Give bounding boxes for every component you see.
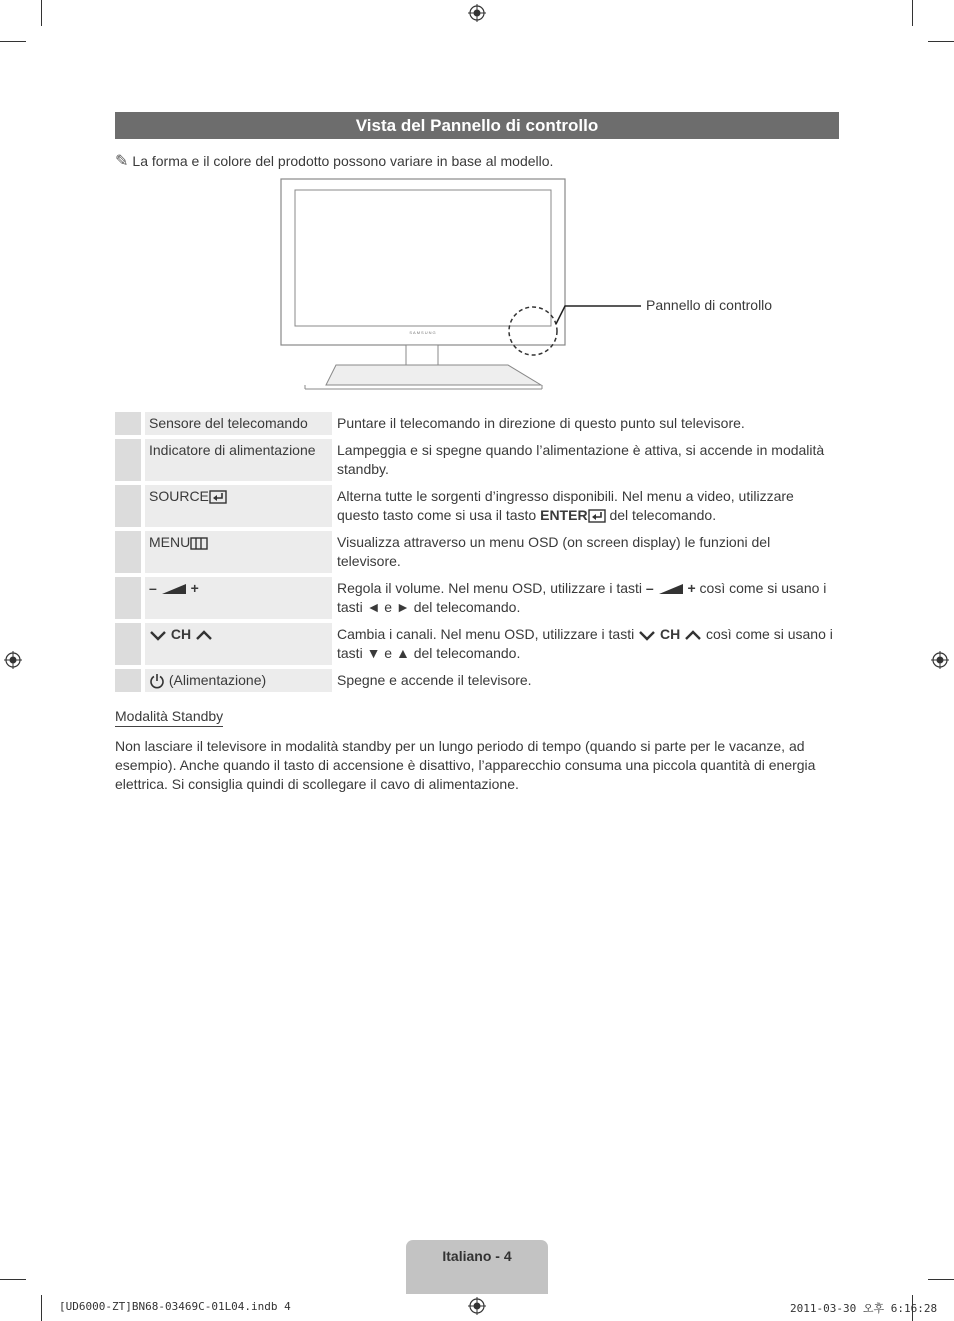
channel-label: CH bbox=[660, 626, 681, 642]
chevron-up-icon bbox=[684, 629, 702, 641]
crop-mark bbox=[41, 0, 42, 26]
control-description: Puntare il telecomando in direzione di questo punto sul televisore. bbox=[337, 415, 745, 431]
enter-icon bbox=[588, 509, 606, 523]
pencil-icon: ✎ bbox=[115, 153, 129, 170]
control-label: Indicatore di alimentazione bbox=[141, 439, 332, 481]
row-marker bbox=[115, 577, 141, 619]
desc-text: così come si usano i tasti ▼ e ▲ del telecomando. bbox=[337, 626, 833, 661]
control-description: Spegne e accende il televisore. bbox=[337, 672, 532, 688]
brand-logo: SAMSUNG bbox=[409, 330, 437, 335]
table-row bbox=[115, 439, 839, 481]
volume-minus: – bbox=[149, 580, 157, 596]
menu-icon bbox=[190, 537, 208, 550]
row-marker bbox=[115, 623, 141, 665]
row-marker bbox=[115, 439, 141, 481]
control-description: Lampeggia e si spegne quando l’alimentazione è attiva, si accende in modalità standby. bbox=[337, 442, 825, 477]
control-label bbox=[141, 623, 332, 665]
table-row bbox=[115, 669, 839, 692]
volume-plus: + bbox=[190, 580, 199, 596]
row-marker bbox=[115, 485, 141, 527]
source-label: SOURCE bbox=[149, 488, 209, 504]
row-marker bbox=[115, 669, 141, 692]
print-timestamp: 2011-03-30 오후 6:16:28 bbox=[790, 1302, 938, 1315]
registration-mark-icon bbox=[4, 651, 22, 669]
control-label: Sensore del telecomando bbox=[141, 412, 332, 435]
desc-text: Alterna tutte le sorgenti d’ingresso disponibili. Nel menu a video, utilizzare questo tasto come si usa il tasto bbox=[337, 488, 794, 523]
desc-text: così come si usano i tasti ◄ e ► del telecomando. bbox=[337, 580, 827, 615]
crop-mark bbox=[0, 41, 26, 42]
file-info: [UD6000-ZT]BN68-03469C-01L04.indb 4 bbox=[59, 1300, 291, 1313]
crop-mark bbox=[928, 1279, 954, 1280]
row-marker bbox=[115, 531, 141, 573]
registration-mark-icon bbox=[468, 1297, 486, 1315]
controls-table bbox=[115, 408, 839, 696]
page-label: Italiano - 4 bbox=[442, 1248, 512, 1264]
desc-text: del telecomando. bbox=[605, 507, 717, 523]
crop-mark bbox=[0, 1279, 26, 1280]
chevron-down-icon bbox=[149, 629, 167, 641]
control-label bbox=[141, 669, 332, 692]
registration-mark-icon bbox=[468, 4, 486, 22]
table-row bbox=[115, 412, 839, 435]
volume-plus: + bbox=[687, 580, 696, 596]
control-description bbox=[332, 485, 839, 527]
channel-label: CH bbox=[170, 626, 192, 642]
control-label bbox=[141, 485, 332, 527]
chevron-down-icon bbox=[638, 629, 656, 641]
desc-text: Regola il volume. Nel menu OSD, utilizzare i tasti bbox=[337, 580, 646, 596]
control-label bbox=[141, 531, 332, 573]
desc-text: Cambia i canali. Nel menu OSD, utilizzare i tasti bbox=[337, 626, 639, 642]
control-description: Visualizza attraverso un menu OSD (on screen display) le funzioni del televisore. bbox=[337, 534, 771, 569]
section-title: Vista del Pannello di controllo bbox=[115, 112, 839, 139]
power-icon bbox=[149, 673, 165, 689]
table-row bbox=[115, 485, 839, 527]
crop-mark bbox=[41, 1295, 42, 1321]
chevron-up-icon bbox=[195, 629, 213, 641]
control-description bbox=[332, 623, 839, 665]
power-label: (Alimentazione) bbox=[168, 672, 267, 688]
enter-label: ENTER bbox=[540, 507, 588, 523]
crop-mark bbox=[928, 41, 954, 42]
row-marker bbox=[115, 412, 141, 435]
registration-mark-icon bbox=[931, 651, 949, 669]
table-row bbox=[115, 577, 839, 619]
enter-icon bbox=[209, 490, 227, 504]
page-number-tab bbox=[406, 1240, 548, 1294]
table-row bbox=[115, 623, 839, 665]
callout-label: Pannello di controllo bbox=[646, 297, 773, 313]
volume-minus: – bbox=[645, 580, 654, 596]
volume-icon bbox=[658, 583, 684, 595]
tv-diagram bbox=[278, 176, 658, 394]
volume-icon bbox=[161, 583, 187, 595]
control-description bbox=[332, 577, 839, 619]
crop-mark bbox=[912, 0, 913, 26]
standby-title: Modalità Standby bbox=[115, 708, 223, 727]
table-row bbox=[115, 531, 839, 573]
note-text: La forma e il colore del prodotto possono variare in base al modello. bbox=[132, 153, 554, 169]
control-label bbox=[141, 577, 332, 619]
standby-text: Non lasciare il televisore in modalità standby per un lungo periodo di tempo (quando si parte per le vacanze, ad esempio). Anche quando il tasto di accensione è disattivo, l’apparecchio consuma una piccola quantità di energia elettrica. Si consiglia quindi di scollegare il cavo di alimentazione. bbox=[115, 738, 816, 792]
menu-label: MENU bbox=[149, 534, 191, 550]
note bbox=[115, 151, 553, 171]
